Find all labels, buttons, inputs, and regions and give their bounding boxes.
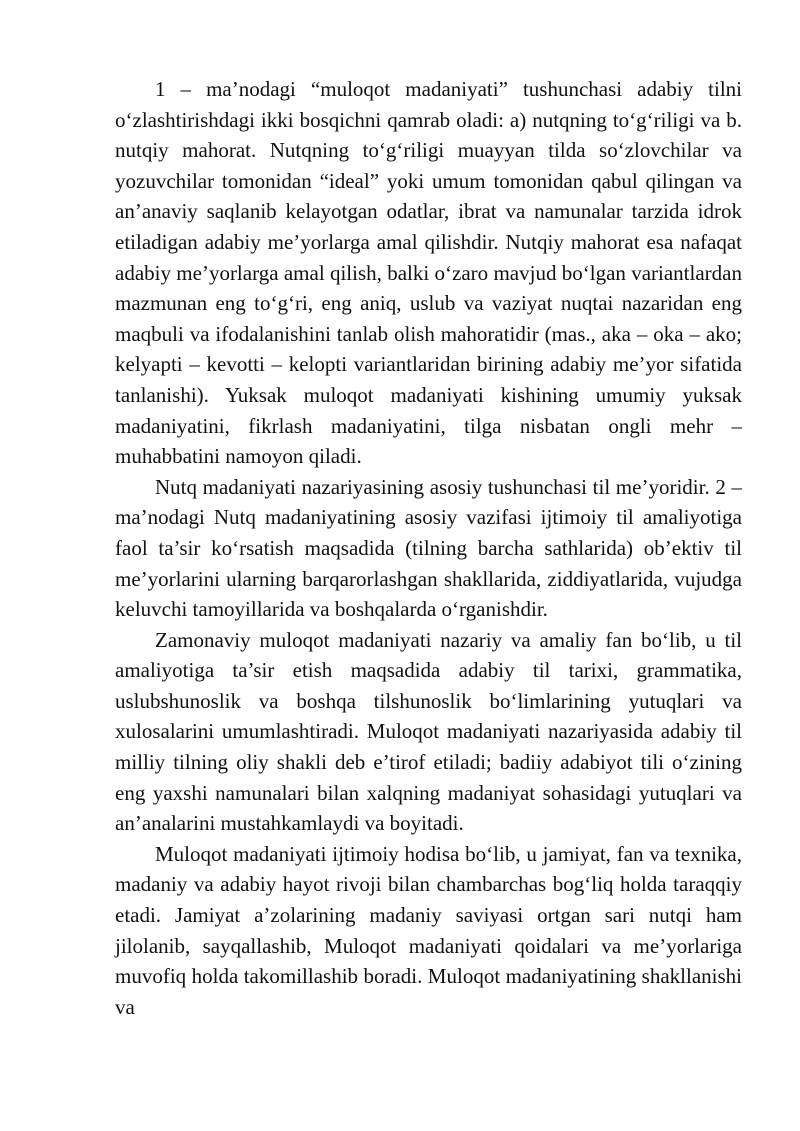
paragraph-modern-communication-culture: Zamonaviy muloqot madaniyati nazariy va amaliy fan bo‘lib, u til amaliyotiga ta’sir etish maqsadida adabiy til tarixi, grammatika, uslubshunoslik va boshqa tilshunoslik bo‘limlarining yutuqlari va xulosalarini umumlashtiradi. Muloqot madaniyati nazariyasida adabiy til milliy tilning oliy shakli deb e’tirof etiladi; badiiy adabiyot tili o‘zining eng yaxshi namunalari bilan xalqning madaniyat sohasidagi yutuqlari va an’analarini mustahkamlaydi va boyitadi. bbox=[115, 627, 742, 836]
paragraph-communication-culture-stages: 1 – ma’nodagi “muloqot madaniyati” tushunchasi adabiy tilni o‘zlashtirishdagi ikki bosqichni qamrab oladi: a) nutqning to‘g‘riligi va b. nutqiy mahorat. Nutqning to‘g‘riligi muayyan tilda so‘zlovchilar va yozuvchilar tomonidan “ideal” yoki umum tomonidan qabul qilingan va an’anaviy saqlanib kelayotgan odatlar, ibrat va namunalar tarzida idrok etiladigan adabiy me’yorlarga amal qilishdir. Nutqiy mahorat esa nafaqat adabiy me’yorlarga amal qilish, balki o‘zaro mavjud bo‘lgan variantlardan mazmunan eng to‘g‘ri, eng aniq, uslub va vaziyat nuqtai nazaridan eng maqbuli va ifodalanishini tanlab olish mahoratidir (mas., aka – oka – ako; kelyapti – kevotti – kelopti variantlaridan birining adabiy me’yor sifatida tanlanishi). Yuksak muloqot madaniyati kishining umumiy yuksak madaniyatini, fikrlash madaniyatini, tilga nisbatan ongli mehr – muhabbatini namoyon qiladi. bbox=[115, 77, 742, 469]
paragraph-language-norm: Nutq madaniyati nazariyasining asosiy tushunchasi til me’yoridir. 2 – ma’nodagi Nutq madaniyatining asosiy vazifasi ijtimoiy til amaliyotiga faol ta’sir ko‘rsatish maqsadida (tilning barcha sathlarida) ob’ektiv til me’yorlarini ularning barqarorlashgan shakllarida, ziddiyatlarida, vujudga keluvchi tamoyillarida va boshqalarda o‘rganishdir. bbox=[115, 474, 742, 622]
paragraph-social-phenomenon: Muloqot madaniyati ijtimoiy hodisa bo‘lib, u jamiyat, fan va texnika, madaniy va adabiy hayot rivoji bilan chambarchas bog‘liq holda taraqqiy etadi. Jamiyat a’zolarining madaniy saviyasi ortgan sari nutqi ham jilolanib, sayqallashib, Muloqot madaniyati qoidalari va me’yorlariga muvofiq holda takomillashib boradi. Muloqot madaniyatining shakllanishi va bbox=[115, 841, 742, 1019]
document-page bbox=[115, 74, 742, 1022]
